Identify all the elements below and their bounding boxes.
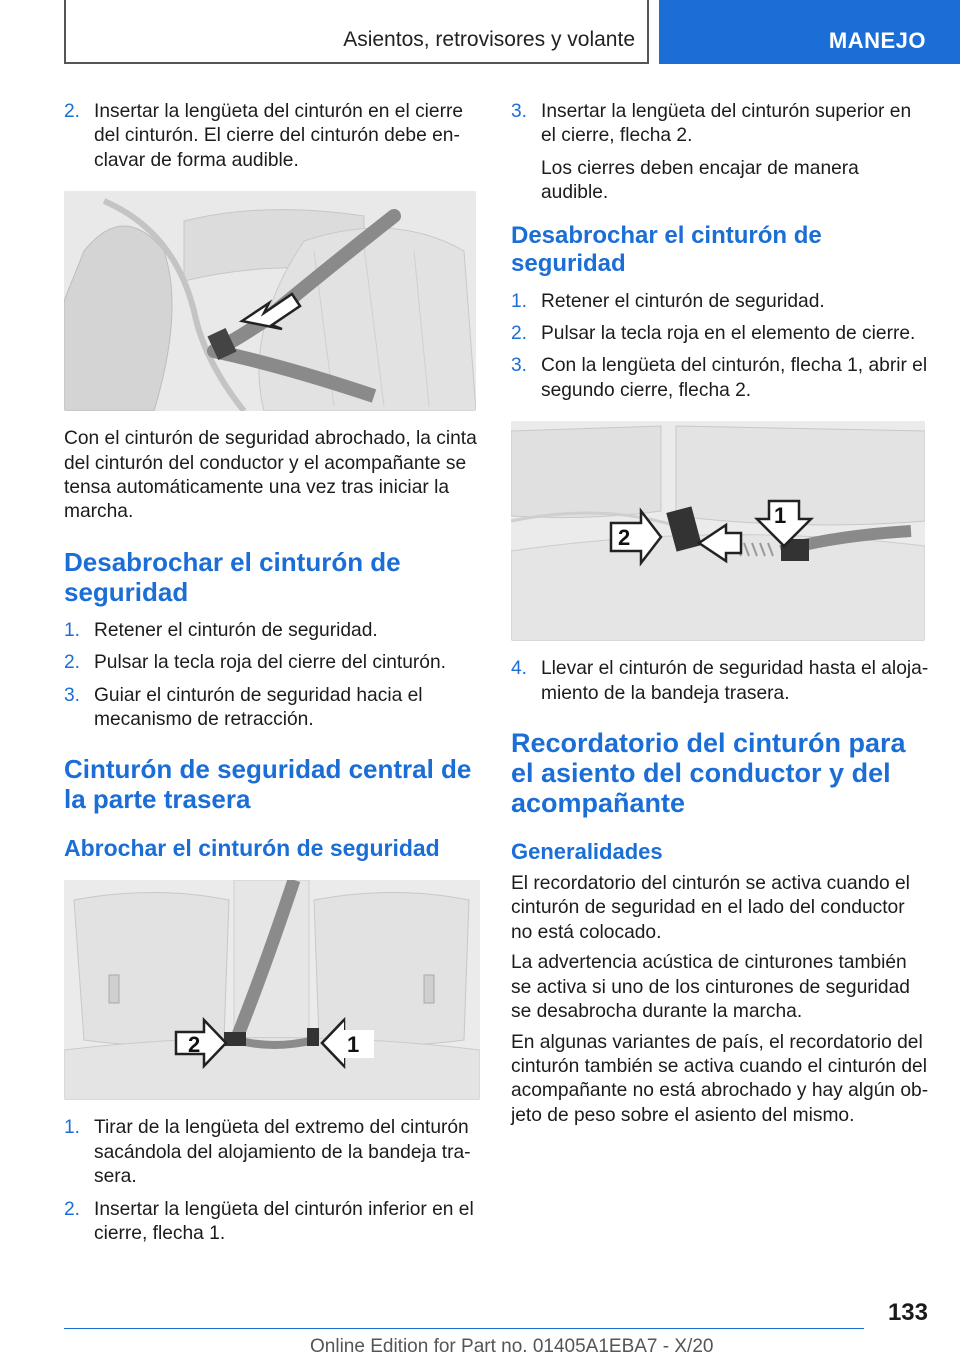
step-number: 2. — [64, 1198, 81, 1220]
step-text: Pulsar la tecla roja en el elemento de cierre. — [541, 323, 916, 345]
right-column — [511, 100, 929, 1134]
footer-divider — [64, 1328, 864, 1329]
step-text: Pulsar la tecla roja del cierre del cinturón. — [94, 652, 446, 674]
section-title: Asientos, retrovisores y volante — [343, 28, 635, 51]
list-item — [64, 1198, 480, 1247]
buckle-steps — [64, 1116, 480, 1246]
step-number: 1. — [64, 1117, 81, 1139]
subheading-general: Generalidades — [511, 839, 663, 865]
paragraph: En algunas variantes de país, el recordatorio del cinturón también se activa cuando el cinturón del acompañante no está abrochado y hay algún objeto de peso sobre el asiento del mismo. — [511, 1031, 929, 1126]
edition-footer: Online Edition for Part no. 01405A1EBA7 - X/20 — [310, 1336, 714, 1357]
heading-center-belt: Cinturón de seguridad central de la parte trasera — [64, 754, 472, 815]
list-item — [64, 619, 480, 643]
list-item — [511, 322, 929, 346]
paragraph: La advertencia acústica de cinturones también se activa si uno de los cinturones de seguridad se desabrocha durante la marcha. — [511, 952, 910, 1023]
left-column — [64, 100, 480, 1255]
heading-belt-reminder: Recordatorio del cinturón para el asiento del conductor y del acompañante — [511, 728, 906, 819]
buckle-steps-final — [511, 100, 929, 206]
step-number: 2. — [64, 652, 81, 674]
rear-center-belt-illustration — [64, 880, 480, 1100]
step-text: Insertar la lengüeta del cinturón superior en el cierre, flecha 2. — [541, 101, 912, 147]
step-number: 2. — [511, 323, 528, 345]
unbuckle-steps — [64, 619, 480, 733]
chapter-tab[interactable] — [659, 0, 960, 64]
step-text: Con la lengüeta del cinturón, flecha 1, abrir el segundo cierre, flecha 2. — [541, 355, 928, 401]
list-item — [511, 354, 929, 403]
step-number: 3. — [511, 355, 528, 377]
subheading-buckle: Abrochar el cinturón de seguridad — [64, 835, 440, 862]
step-text: Insertar la lengüeta del cinturón inferior en el cierre, flecha 1. — [94, 1198, 474, 1245]
step-number: 1. — [64, 619, 81, 641]
step-text: Retener el cinturón de seguridad. — [541, 290, 825, 312]
front-seat-belt-illustration — [64, 191, 476, 411]
heading-unbuckle: Desabrochar el cinturón de seguridad — [64, 546, 401, 607]
stow-step — [511, 657, 929, 706]
list-item — [511, 657, 929, 706]
step-text: Tirar de la lengüeta del extremo del cinturón sacándola del alojamiento de la bandeja trasera. — [94, 1117, 471, 1188]
paragraph: Con el cinturón de seguridad abrochado, la cinta del cinturón del conductor y el acompañante se tensa automáticamente una vez tras iniciar la marcha. — [64, 428, 477, 523]
figure-label-1: 1 — [774, 503, 787, 529]
chapter-tab-label: MANEJO — [828, 28, 926, 53]
step-text: Insertar la lengüeta del cinturón en el cierre del cinturón. El cierre del cinturón debe enclavar de forma audible. — [94, 101, 464, 171]
list-item — [511, 290, 929, 314]
step-number: 2. — [64, 101, 81, 122]
step-note: Los cierres deben encajar de manera audible. — [541, 157, 859, 204]
step-text: Llevar el cinturón de seguridad hasta el alojamiento de la bandeja trasera. — [541, 658, 929, 704]
step-number: 3. — [511, 101, 528, 122]
step-number: 3. — [64, 684, 81, 706]
step-number: 4. — [511, 658, 528, 680]
header-section-box — [64, 0, 649, 64]
list-item — [64, 684, 480, 733]
rear-buckle-release-illustration — [511, 421, 925, 641]
heading-unbuckle-center: Desabrochar el cinturón de seguridad — [511, 221, 822, 277]
step-text: Guiar el cinturón de seguridad hacia el mecanismo de retracción. — [94, 684, 423, 731]
step-text: Retener el cinturón de seguridad. — [94, 619, 378, 641]
list-item — [64, 651, 480, 675]
figure-label-2: 2 — [188, 1032, 201, 1058]
buckle-steps-continued — [64, 100, 480, 173]
figure-label-1: 1 — [347, 1032, 360, 1058]
list-item — [64, 1116, 480, 1189]
page-number: 133 — [887, 1299, 928, 1326]
paragraph: El recordatorio del cinturón se activa cuando el cinturón de seguridad en el lado del conductor no está colocado. — [511, 873, 910, 943]
unbuckle-center-steps — [511, 290, 929, 404]
figure-label-2: 2 — [618, 525, 631, 551]
step-number: 1. — [511, 290, 528, 312]
list-item — [511, 100, 929, 206]
list-item — [64, 100, 480, 173]
